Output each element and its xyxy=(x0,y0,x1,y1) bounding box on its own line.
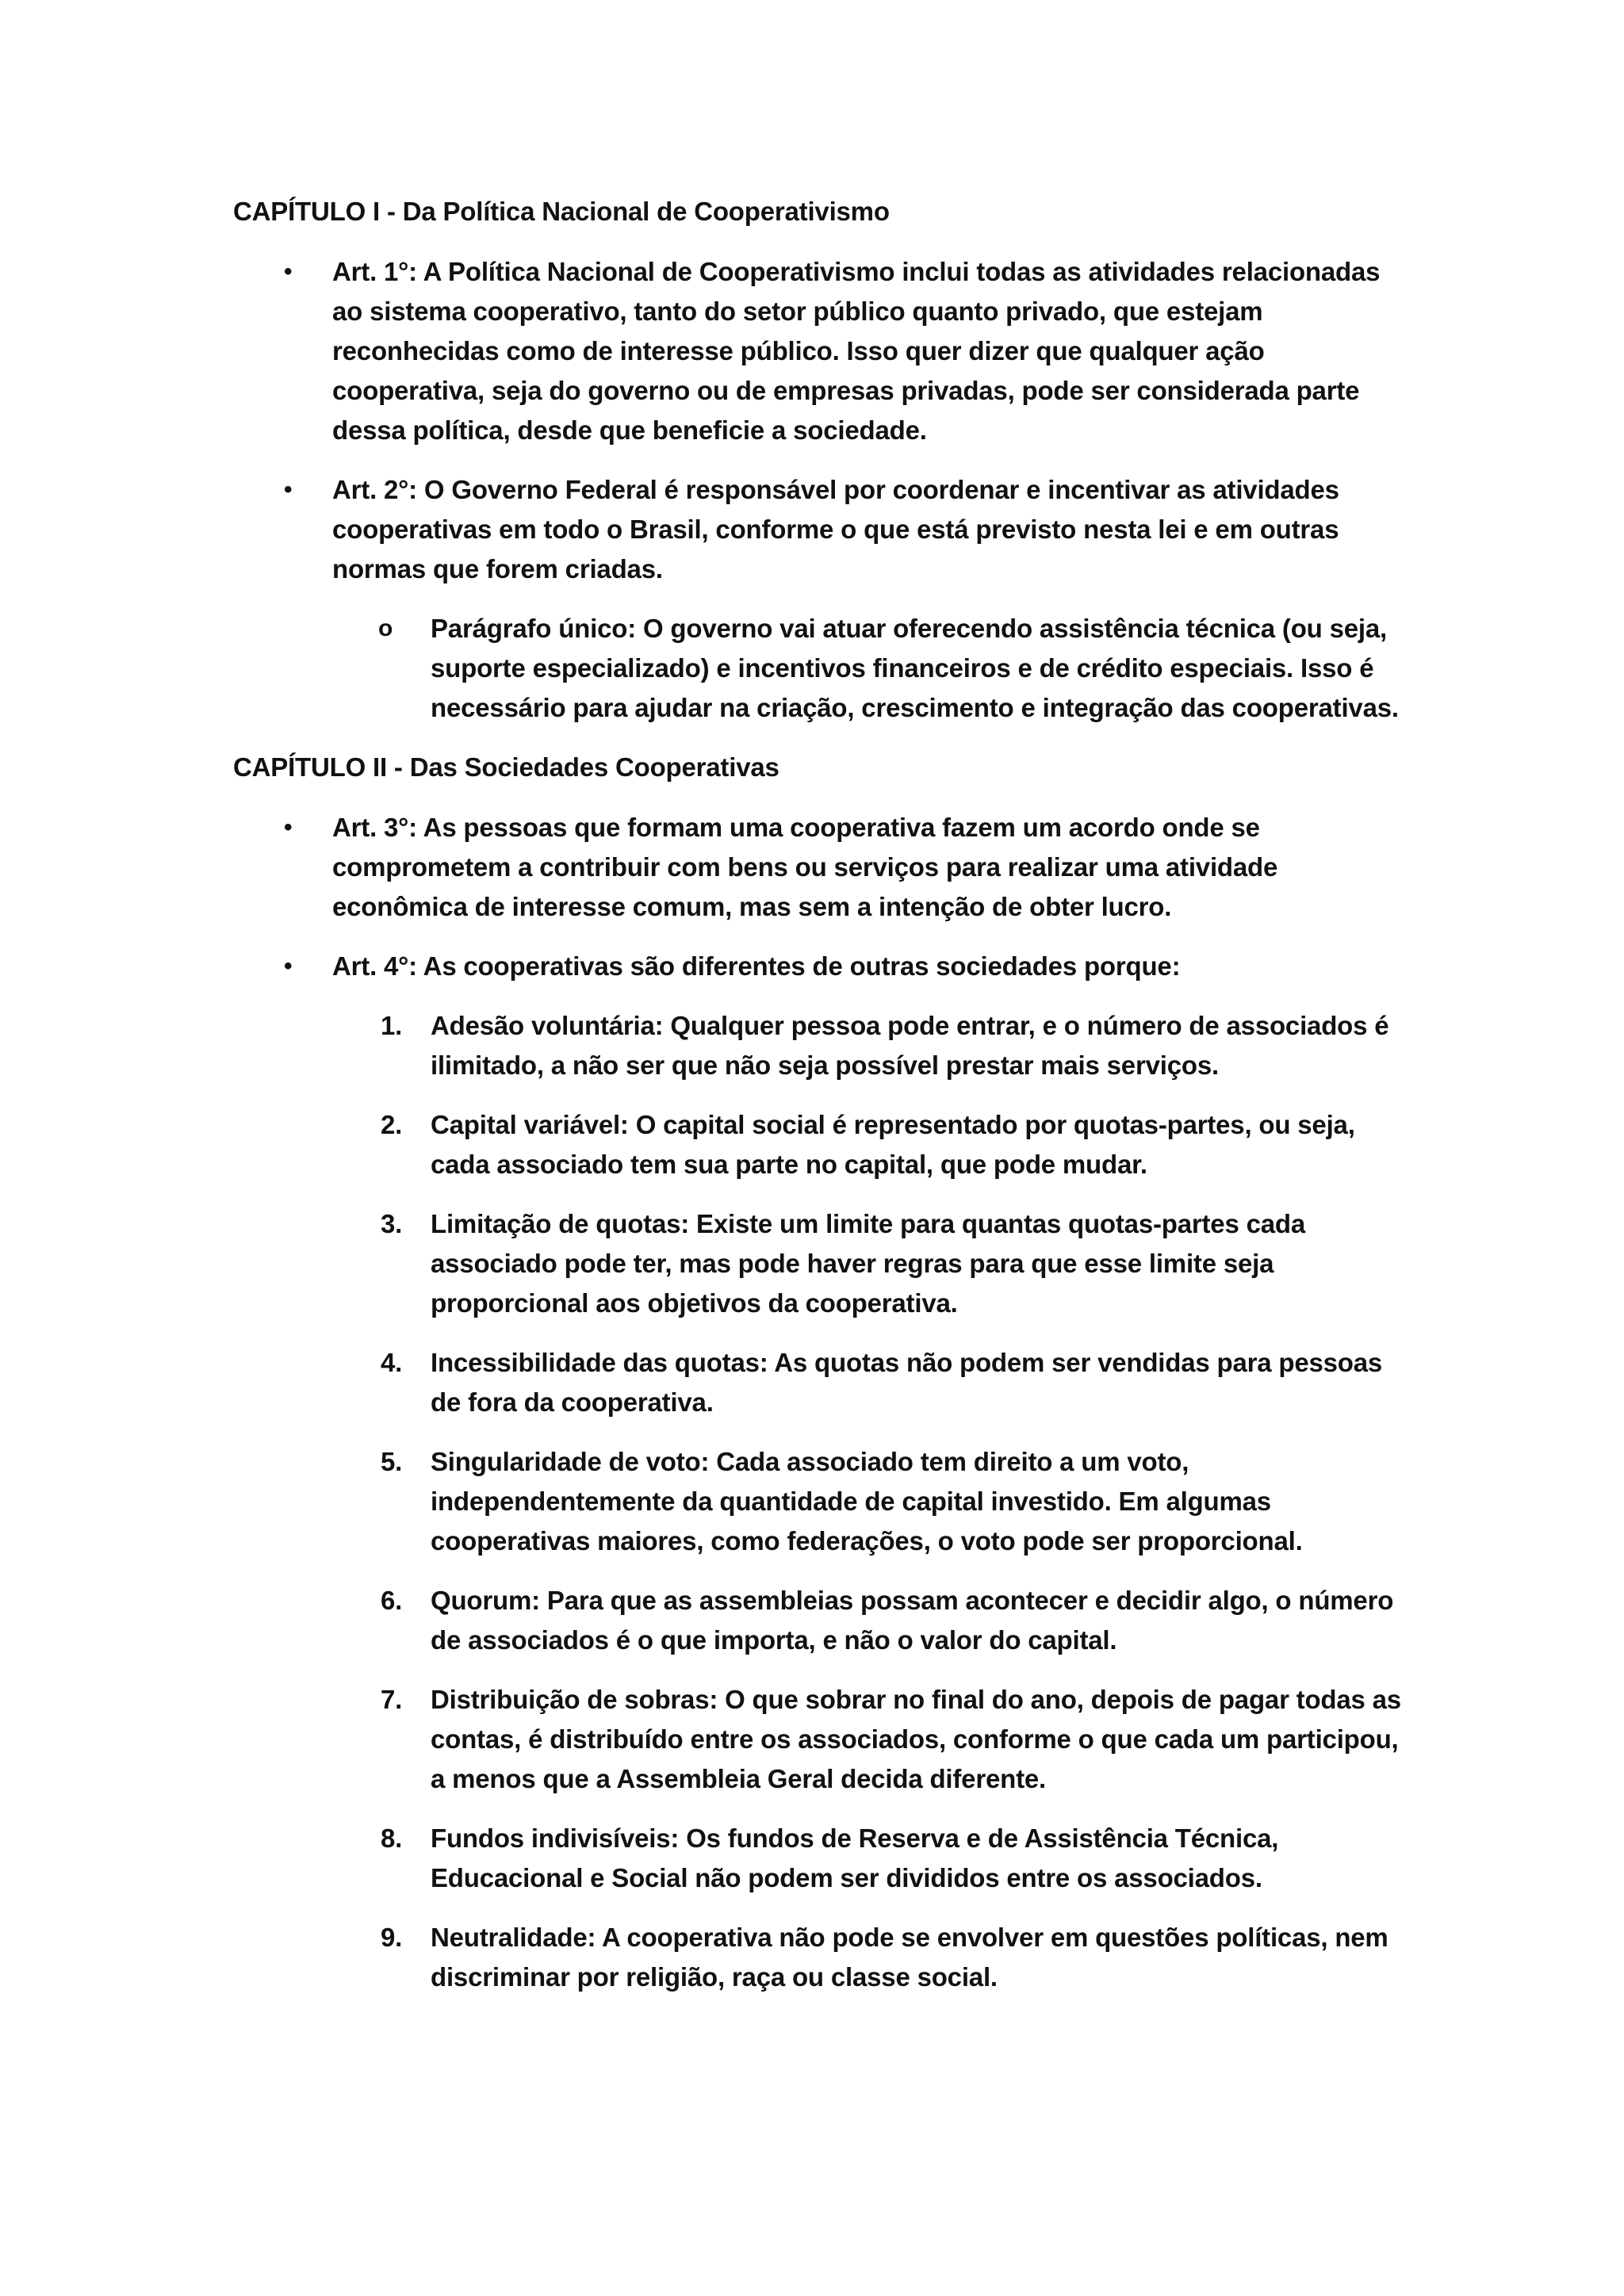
article-text: Art. 1°: A Política Nacional de Cooperativismo inclui todas as atividades relacionadas ao sistema cooperativo, tanto do setor público quanto privado, que estejam reconhecidas como de interesse público. Isso quer dizer que qualquer ação cooperativa, seja do governo ou de empresas privadas, pode ser considerada parte dessa política, desde que beneficie a sociedade. xyxy=(332,257,1381,445)
list-item xyxy=(233,1581,1407,1660)
article-text: Art. 4°: As cooperativas são diferentes de outras sociedades porque: xyxy=(332,951,1181,981)
list-number: 6. xyxy=(381,1586,403,1615)
list-number: 7. xyxy=(381,1685,403,1714)
chapter-1-articles xyxy=(233,252,1407,728)
list-item xyxy=(233,1006,1407,1085)
bullet-marker: • xyxy=(284,814,293,840)
list-number: 8. xyxy=(381,1823,403,1853)
article-3 xyxy=(233,808,1407,927)
bullet-marker: • xyxy=(284,476,293,503)
article-4 xyxy=(233,947,1407,986)
document-page xyxy=(233,192,1407,2017)
list-item xyxy=(233,1204,1407,1323)
list-item-text: Incessibilidade das quotas: As quotas não podem ser vendidas para pessoas de fora da cooperativa. xyxy=(431,1348,1383,1417)
article-4-list xyxy=(233,1006,1407,1997)
list-item-text: Capital variável: O capital social é representado por quotas-partes, ou seja, cada associado tem sua parte no capital, que pode mudar. xyxy=(431,1110,1355,1179)
list-item xyxy=(233,1105,1407,1184)
bullet-marker: • xyxy=(284,953,293,979)
chapter-2-articles xyxy=(233,808,1407,986)
bullet-marker: • xyxy=(284,258,293,285)
list-item-text: Adesão voluntária: Qualquer pessoa pode entrar, e o número de associados é ilimitado, a não ser que não seja possível prestar mais serviços. xyxy=(431,1011,1389,1080)
list-number: 5. xyxy=(381,1447,403,1476)
sub-bullet-marker: o xyxy=(378,615,393,641)
list-number: 1. xyxy=(381,1011,403,1040)
article-text: Art. 3°: As pessoas que formam uma cooperativa fazem um acordo onde se comprometem a contribuir com bens ou serviços para realizar uma atividade econômica de interesse comum, mas sem a intenção de obter lucro. xyxy=(332,813,1278,921)
list-number: 4. xyxy=(381,1348,403,1377)
list-item xyxy=(233,1343,1407,1422)
list-item xyxy=(233,1918,1407,1997)
chapter-heading: CAPÍTULO I - Da Política Nacional de Cooperativismo xyxy=(233,197,890,226)
list-number: 2. xyxy=(381,1110,403,1139)
article-1 xyxy=(233,252,1407,450)
list-item xyxy=(233,1442,1407,1561)
list-item-text: Quorum: Para que as assembleias possam acontecer e decidir algo, o número de associados é o que importa, e não o valor do capital. xyxy=(431,1586,1394,1655)
list-item xyxy=(233,1680,1407,1799)
article-2 xyxy=(233,470,1407,728)
list-item-text: Distribuição de sobras: O que sobrar no final do ano, depois de pagar todas as contas, é distribuído entre os associados, conforme o que cada um participou, a menos que a Assembleia Geral decida diferente. xyxy=(431,1685,1401,1793)
list-item-text: Limitação de quotas: Existe um limite para quantas quotas-partes cada associado pode ter, mas pode haver regras para que esse limite seja proporcional aos objetivos da cooperativa. xyxy=(431,1209,1305,1318)
list-item-text: Singularidade de voto: Cada associado tem direito a um voto, independentemente da quantidade de capital investido. Em algumas cooperativas maiores, como federações, o voto pode ser proporcional. xyxy=(431,1447,1303,1556)
article-text: Art. 2°: O Governo Federal é responsável por coordenar e incentivar as atividades cooperativas em todo o Brasil, conforme o que está previsto nesta lei e em outras normas que forem criadas. xyxy=(332,475,1339,584)
paragrafo-unico xyxy=(332,609,1407,728)
list-number: 9. xyxy=(381,1923,403,1952)
list-item xyxy=(233,1819,1407,1898)
paragraph-text: Parágrafo único: O governo vai atuar oferecendo assistência técnica (ou seja, suporte especializado) e incentivos financeiros e de crédito especiais. Isso é necessário para ajudar na criação, crescimento e integração das cooperativas. xyxy=(431,614,1399,722)
chapter-heading: CAPÍTULO II - Das Sociedades Cooperativas xyxy=(233,752,779,782)
article-2-subitems xyxy=(332,609,1407,728)
list-number: 3. xyxy=(381,1209,403,1238)
list-item-text: Neutralidade: A cooperativa não pode se envolver em questões políticas, nem discriminar por religião, raça ou classe social. xyxy=(431,1923,1388,1992)
list-item-text: Fundos indivisíveis: Os fundos de Reserva e de Assistência Técnica, Educacional e Social não podem ser divididos entre os associados. xyxy=(431,1823,1279,1892)
